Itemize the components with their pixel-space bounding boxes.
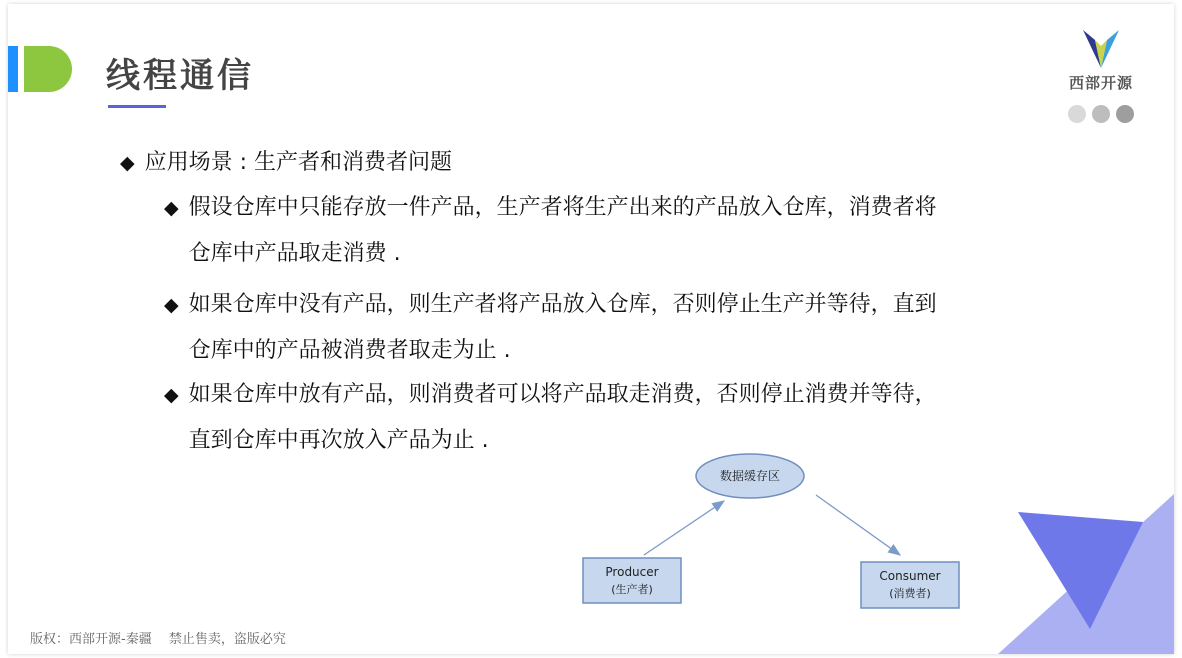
copyright-text: 版权：西部开源-秦疆 禁止售卖，盗版必究: [30, 632, 286, 647]
page-title: 线程通信: [106, 56, 254, 96]
producer-sub-label: (生产者): [611, 583, 653, 596]
bullet-sub-2-line-1: 如果仓库中没有产品，则生产者将产品放入仓库，否则停止生产并等待，直到: [188, 292, 937, 317]
bullet-sub-1-text: [189, 185, 937, 277]
slide: [8, 4, 1174, 654]
producer-label: Producer: [605, 565, 659, 579]
dot-dark: [1116, 105, 1134, 123]
logo-v-icon: [1081, 28, 1121, 70]
producer-consumer-diagram: [578, 449, 978, 614]
diamond-bullet-icon: ◆: [164, 197, 179, 219]
diamond-bullet-icon: ◆: [164, 384, 179, 406]
buffer-label: 数据缓存区: [719, 469, 781, 483]
bullet-sub-1-line-1: 假设仓库中只能存放一件产品，生产者将生产出来的产品放入仓库，消费者将: [188, 195, 937, 220]
bullet-sub-3-line-2: 直到仓库中再次放入产品为止 .: [188, 428, 489, 453]
title-underline: [108, 105, 166, 108]
bullet-sub-3-line-1: 如果仓库中放有产品，则消费者可以将产品取走消费，否则停止消费并等待，: [188, 382, 937, 407]
diamond-bullet-icon: ◆: [164, 294, 179, 316]
arrow-buffer-to-consumer: [816, 495, 900, 555]
logo-text: 西部开源: [1068, 74, 1133, 92]
title-accent-shape: [24, 46, 72, 92]
diamond-bullet-icon: ◆: [120, 152, 135, 174]
arrow-producer-to-buffer: [644, 501, 724, 555]
bullet-main: [120, 140, 620, 186]
bullet-sub-2-text: [189, 282, 937, 374]
consumer-label: Consumer: [879, 569, 941, 583]
brand-logo: [1056, 28, 1146, 123]
bullet-sub-1: [164, 185, 1024, 277]
logo-dots: [1056, 105, 1146, 123]
title-accent-bar: [8, 46, 18, 92]
bullet-main-text: 应用场景 : 生产者和消费者问题: [144, 150, 453, 175]
decorative-triangles: [938, 474, 1174, 654]
bullet-sub-2: [164, 282, 1024, 374]
consumer-sub-label: (消费者): [889, 587, 931, 600]
dot-medium: [1092, 105, 1110, 123]
dot-light: [1068, 105, 1086, 123]
bullet-sub-2-line-2: 仓库中的产品被消费者取走为止 .: [188, 338, 511, 363]
bullet-sub-1-line-2: 仓库中产品取走消费 .: [188, 241, 401, 266]
